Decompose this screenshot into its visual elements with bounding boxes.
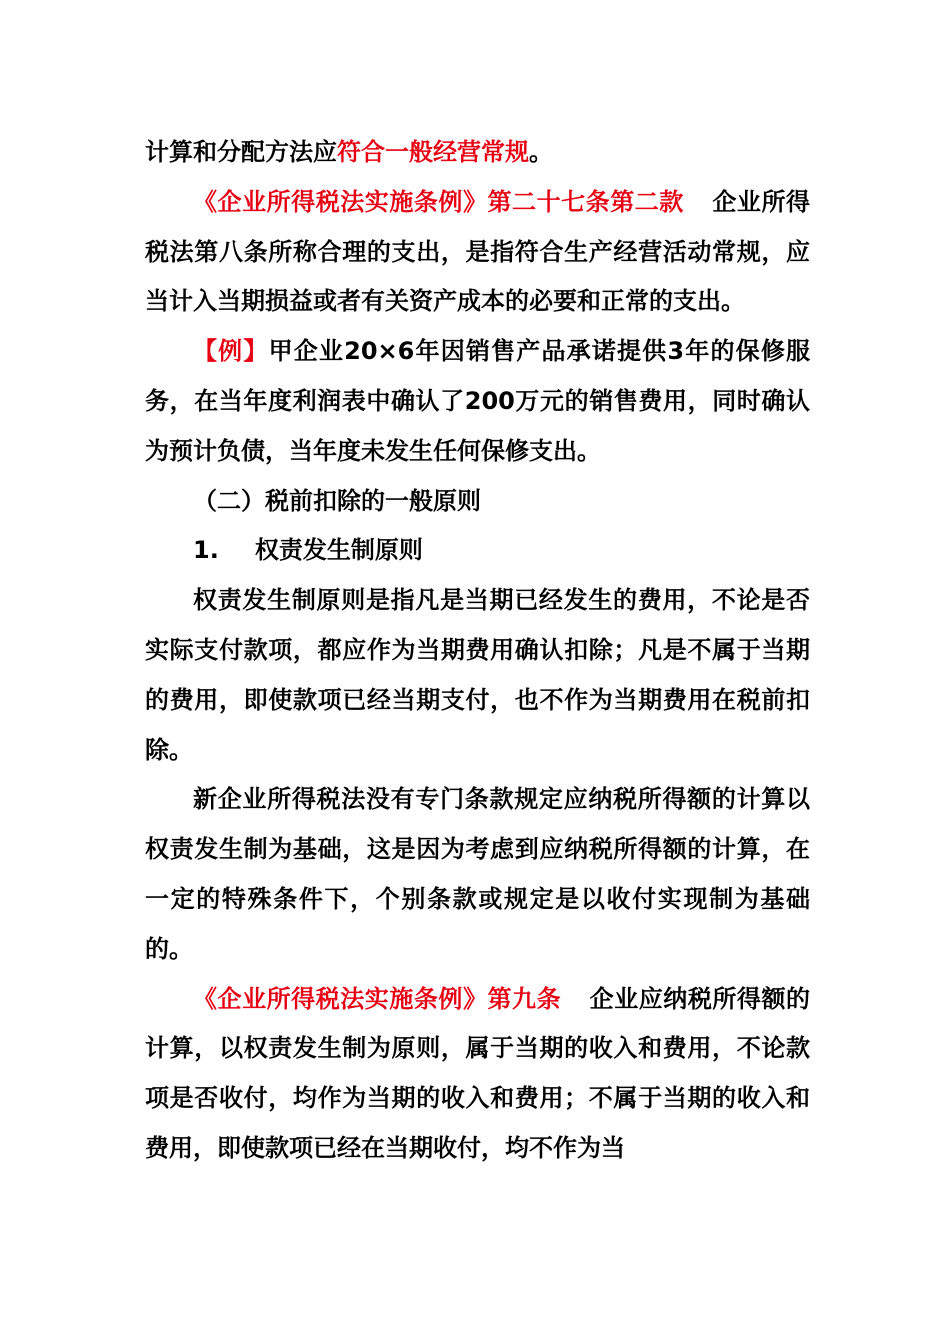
paragraph-text: 新企业所得税法没有专门条款规定应纳税所得额的计算以权责发生制为基础，这是因为考虑到应纳税所得额的计算，在一定的特殊条件下，个别条款或规定是以收付实现制为基础的。 (145, 785, 810, 963)
highlighted-phrase: 符合一般经营常规 (337, 138, 529, 166)
paragraph-end: 。 (529, 138, 553, 166)
paragraph-text: 权责发生制原则是指凡是当期已经发生的费用，不论是否实际支付款项，都应作为当期费用确认扣除；凡是不属于当期的费用，即使款项已经当期支付，也不作为当期费用在税前扣除。 (145, 586, 810, 764)
paragraph-regulation-article-27 (145, 178, 810, 327)
paragraph-regulation-article-9 (145, 975, 810, 1174)
paragraph-continuation (145, 128, 810, 178)
subsection-number: 1. (193, 536, 219, 565)
paragraph-text: 企业所得税法第八条所称合理的支出，是指符合生产经营活动常规，应当计入当期损益或者有关资产成本的必要和正常的支出。 (145, 187, 811, 316)
regulation-citation: 《企业所得税法实施条例》第二十七条第二款 (193, 187, 684, 216)
subsection-heading (145, 526, 810, 576)
paragraph-new-law-note (145, 775, 810, 974)
paragraph-text: 企业应纳税所得额的计算，以权责发生制为原则，属于当期的收入和费用，不论款项是否收付，均作为当期的收入和费用；不属于当期的收入和费用，即使款项已经在当期收付，均不作为当 (145, 984, 810, 1162)
example-label: 【例】 (193, 337, 269, 366)
subsection-title: 权责发生制原则 (254, 536, 423, 565)
paragraph-example (145, 327, 810, 476)
document-page (145, 128, 810, 1174)
section-heading (145, 477, 810, 527)
paragraph-text: 甲企业20×6年因销售产品承诺提供3年的保修服务，在当年度利润表中确认了200万元的销售费用，同时确认为预计负债，当年度未发生任何保修支出。 (145, 337, 811, 465)
regulation-citation: 《企业所得税法实施条例》第九条 (193, 984, 562, 1013)
paragraph-text: 计算和分配方法应 (145, 138, 337, 166)
heading-text: （二）税前扣除的一般原则 (193, 486, 481, 515)
paragraph-accrual-definition (145, 576, 810, 775)
